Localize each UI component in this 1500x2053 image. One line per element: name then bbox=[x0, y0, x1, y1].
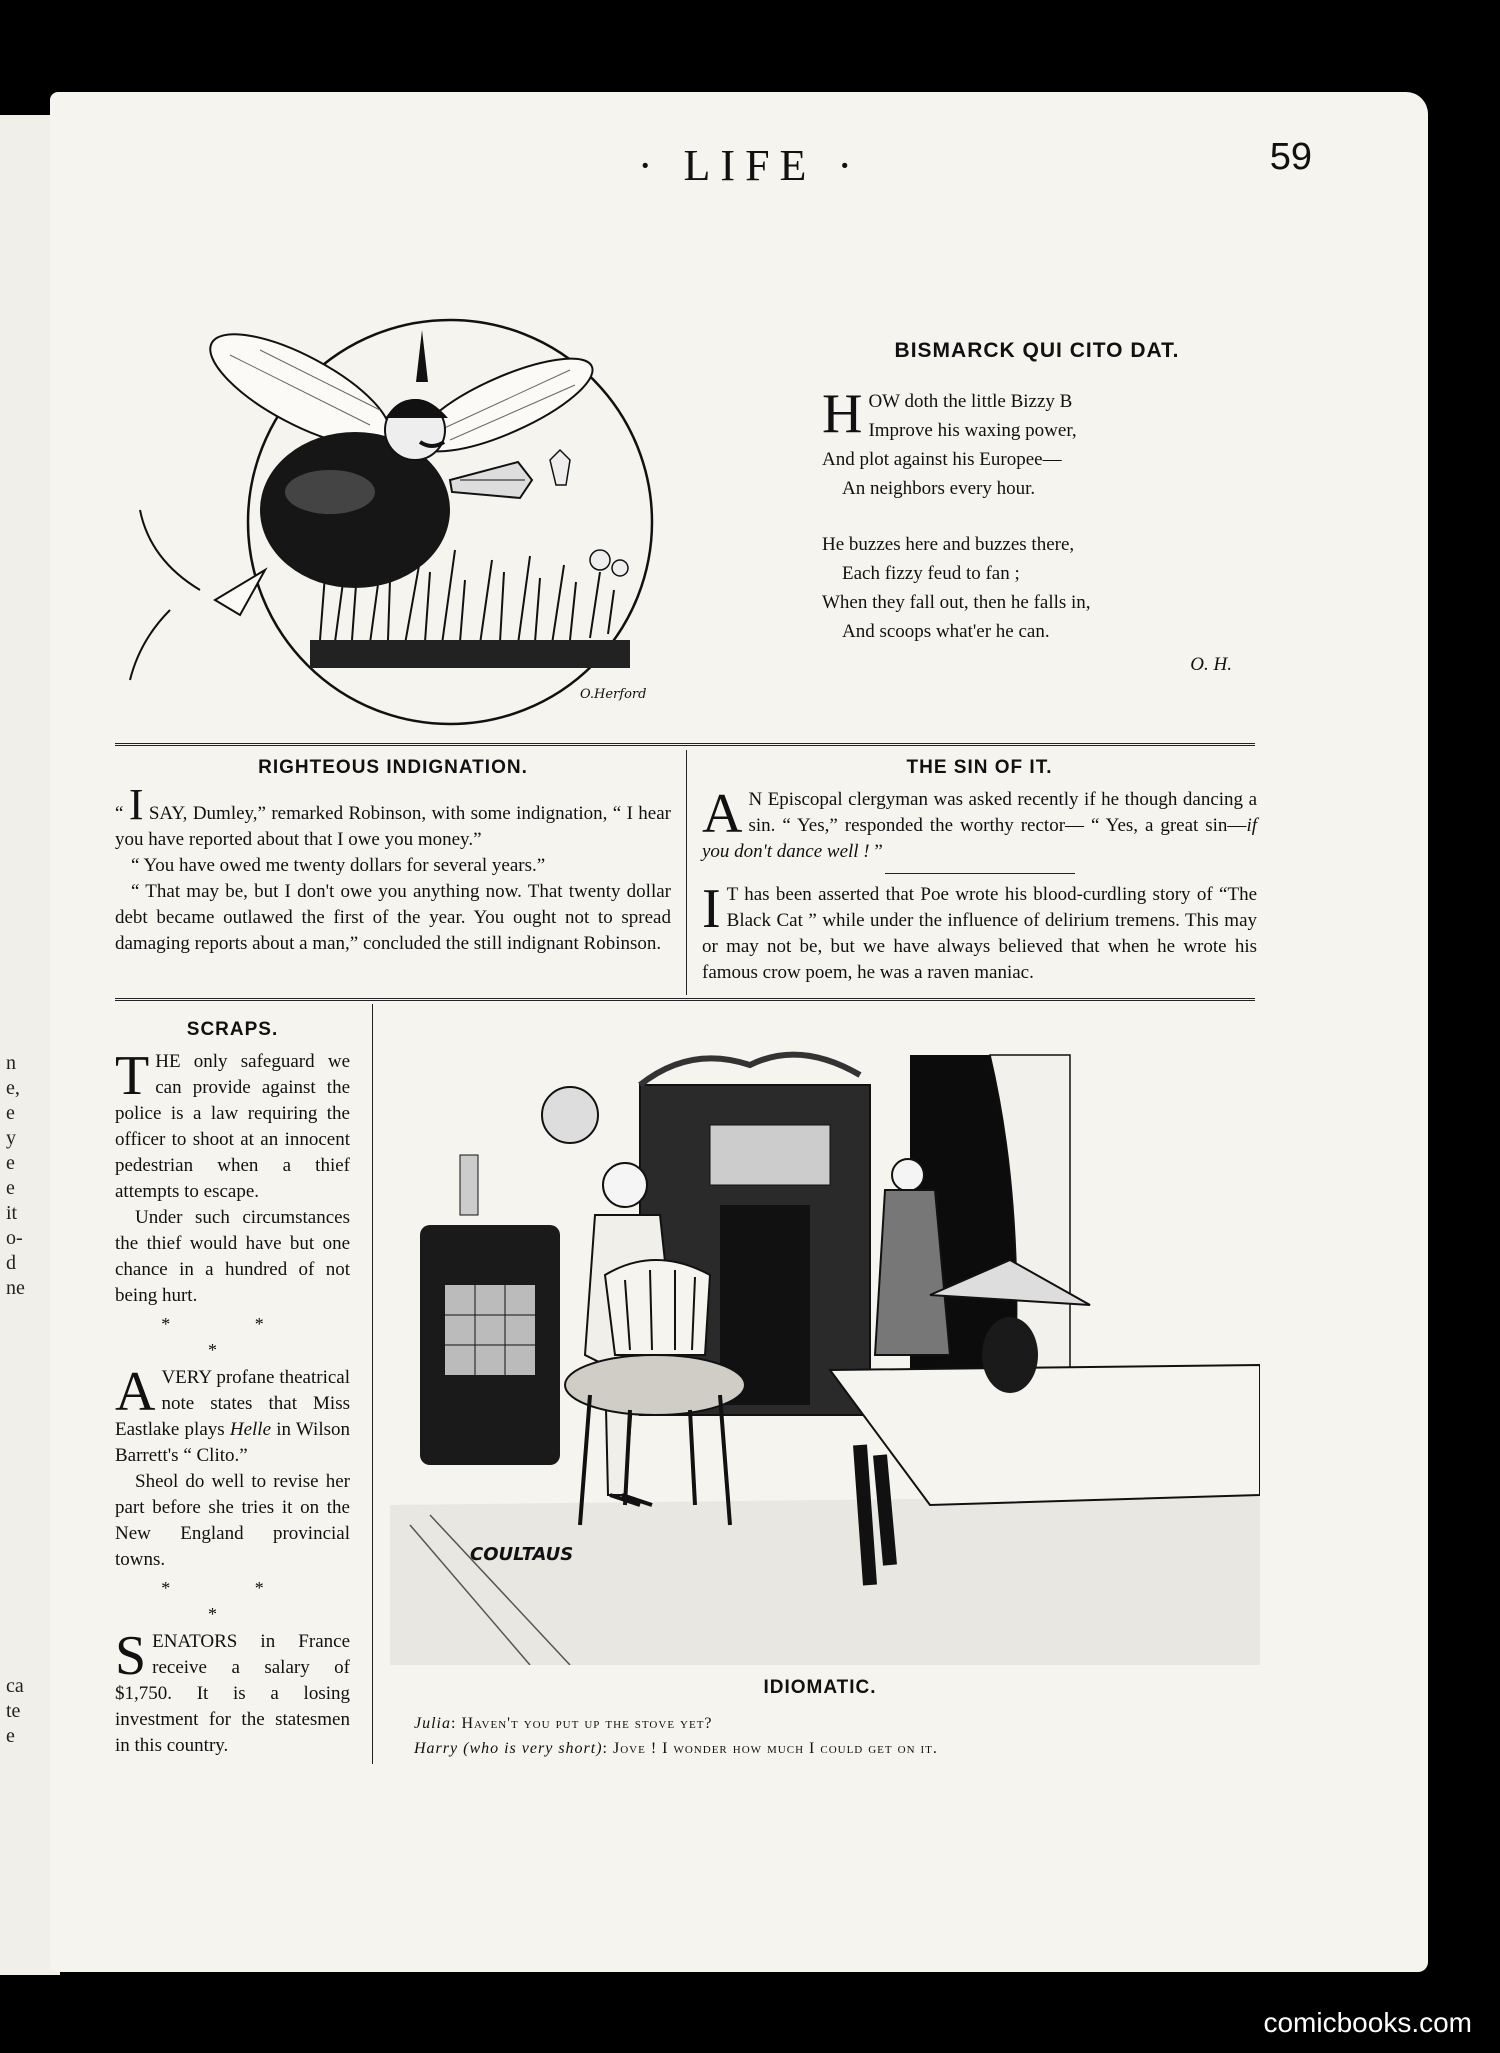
source-watermark: comicbooks.com bbox=[1263, 2007, 1472, 2038]
poem-line: And plot against his Europee— bbox=[822, 449, 1062, 470]
bismarck-bee-vignette bbox=[120, 310, 680, 730]
illustration-title: IDIOMATIC. bbox=[763, 1677, 877, 1698]
article-title: THE SIN OF IT. bbox=[906, 757, 1053, 778]
column-divider bbox=[372, 1004, 373, 1764]
article-paragraph: SENATORS in France receive a salary of $1,750. It is a losing investment for the statesmen in this country. bbox=[115, 1625, 350, 1756]
article-paragraph: A N Episcopal clergyman was asked recently if he though dancing a sin. “ Yes,” responded the worthy rector— “ Yes, a great sin—if you don't dance well ! ” bbox=[702, 783, 1257, 862]
illustration-signature: COULTAUS bbox=[470, 1544, 574, 1565]
article-title: SCRAPS. bbox=[186, 1019, 279, 1040]
margin-fragment: ne bbox=[6, 1277, 25, 1299]
margin-fragment: e bbox=[6, 1177, 15, 1199]
article-paragraph: THE only safeguard we can provide against the police is a law requiring the officer to shoot at an innocent pedestrian when a thief attempts to escape. bbox=[115, 1045, 350, 1202]
margin-fragment: e bbox=[6, 1102, 15, 1124]
article-paragraph: “ That may be, but I don't owe you anything now. That twenty dollar debt became outlawed the first of the year. You ought not to spread damaging reports about a man,” concluded the still indignant Robinson. bbox=[115, 881, 671, 954]
margin-fragment: e bbox=[6, 1152, 15, 1174]
margin-fragment: ca bbox=[6, 1675, 24, 1697]
masthead: · LIFE · bbox=[637, 141, 863, 190]
section-stars: * * * bbox=[161, 1314, 304, 1360]
article-paragraph: Under such circumstances the thief would have but one chance in a hundred of not being hurt. bbox=[115, 1207, 350, 1306]
margin-fragment: te bbox=[6, 1700, 21, 1722]
article-paragraph: A VERY profane theatrical note states that Miss Eastlake plays Helle in Wilson Barrett's “ Clito.” bbox=[115, 1361, 350, 1466]
vignette-signature: O.Herford bbox=[580, 687, 647, 702]
margin-fragment: n bbox=[6, 1052, 16, 1074]
article-title: RIGHTEOUS INDIGNATION. bbox=[258, 757, 528, 778]
poem-line: An neighbors every hour. bbox=[842, 478, 1036, 499]
caption-line: Harry (who is very short): Jove ! I wonder how much I could get on it. bbox=[414, 1740, 938, 1757]
poem-line: Improve his waxing power, bbox=[868, 420, 1077, 441]
article-paragraph: I T has been asserted that Poe wrote his blood-curdling story of “The Black Cat ” while under the influence of delirium tremens. This may or may not be, but we have always believed that when he wrote his famous crow poem, he was a raven maniac. bbox=[702, 878, 1257, 983]
poem-bismarck bbox=[822, 336, 1252, 679]
idiomatic-illustration bbox=[390, 1025, 1260, 1665]
margin-fragment: e bbox=[6, 1725, 15, 1747]
poem-line: He buzzes here and buzzes there, bbox=[822, 534, 1075, 555]
poem-line: And scoops what'er he can. bbox=[842, 621, 1050, 642]
caption-line: Julia: Haven't you put up the stove yet? bbox=[414, 1715, 713, 1732]
poem-line: When they fall out, then he falls in, bbox=[822, 592, 1091, 613]
section-divider bbox=[115, 998, 1255, 1001]
poem-line: OW doth the little Bizzy B bbox=[868, 391, 1073, 412]
margin-fragment: o- bbox=[6, 1227, 23, 1249]
poem-signature: O. H. bbox=[1190, 654, 1232, 675]
column-divider bbox=[686, 750, 687, 995]
article-scraps bbox=[115, 1017, 350, 1759]
poem-line: Each fizzy feud to fan ; bbox=[842, 563, 1020, 584]
poem-dropcap: H bbox=[822, 383, 863, 445]
margin-fragment: e, bbox=[6, 1077, 20, 1099]
poem-title: BISMARCK QUI CITO DAT. bbox=[894, 339, 1180, 362]
article-paragraph: Sheol do well to revise her part before she tries it on the New England provincial towns. bbox=[115, 1471, 350, 1570]
margin-fragment: y bbox=[6, 1127, 16, 1149]
article-righteous-indignation bbox=[115, 755, 671, 957]
article-sin-of-it bbox=[702, 755, 1257, 986]
section-divider bbox=[115, 743, 1255, 746]
article-paragraph: “ You have owed me twenty dollars for several years.” bbox=[131, 855, 546, 876]
section-stars: * * * bbox=[161, 1578, 304, 1624]
margin-fragment: it bbox=[6, 1202, 18, 1224]
illustration-caption bbox=[414, 1711, 938, 1761]
page-number: 59 bbox=[1269, 136, 1312, 178]
margin-fragment: d bbox=[6, 1252, 16, 1274]
article-paragraph: “ I SAY, Dumley,” remarked Robinson, with some indignation, “ I hear you have reported about that I owe you money.” bbox=[115, 780, 671, 850]
